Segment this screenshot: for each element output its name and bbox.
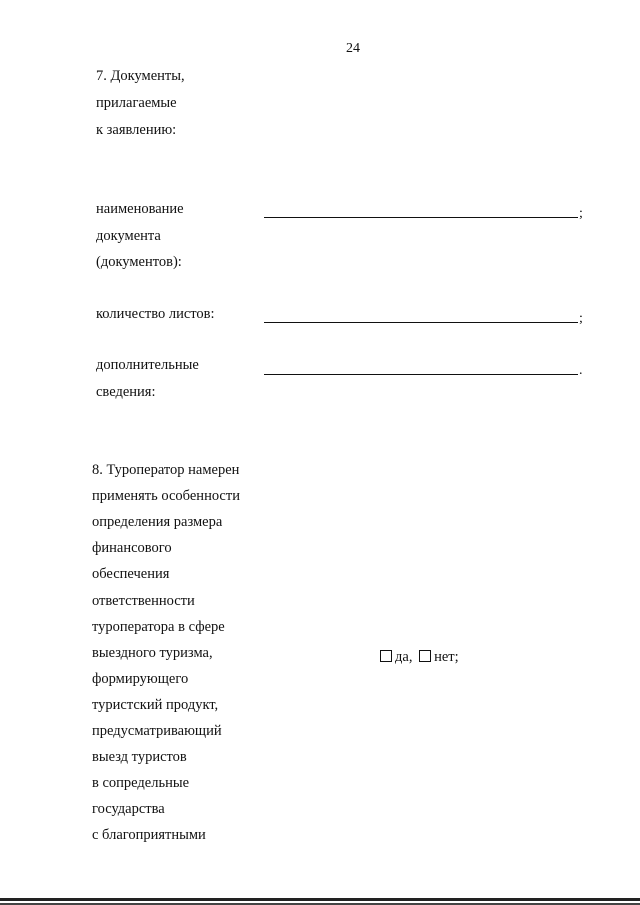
section-7-line: к заявлению: bbox=[96, 122, 177, 138]
sheet-count-end-mark: ; bbox=[579, 311, 583, 326]
section-7-line: 7. Документы, bbox=[96, 68, 185, 84]
field-label-line: дополнительные bbox=[96, 357, 199, 373]
field-label-line: наименование bbox=[96, 201, 184, 217]
section-8-line: государства bbox=[92, 801, 165, 817]
field-label-line: сведения: bbox=[96, 384, 156, 400]
field-label-line: количество листов: bbox=[96, 306, 215, 322]
section-8-line: формирующего bbox=[92, 671, 189, 687]
document-name-fill-line[interactable] bbox=[264, 217, 578, 218]
field-label-line: (документов): bbox=[96, 254, 182, 270]
section-8-line: определения размера bbox=[92, 514, 223, 530]
section-8-line: 8. Туроператор намерен bbox=[92, 462, 240, 478]
section-8-line: туристский продукт, bbox=[92, 697, 219, 713]
section-8-line: выездного туризма, bbox=[92, 645, 213, 661]
section-8-line: применять особенности bbox=[92, 488, 240, 504]
yes-no-choice bbox=[380, 649, 462, 666]
no-checkbox[interactable] bbox=[419, 650, 431, 662]
section-8-line: выезд туристов bbox=[92, 749, 187, 765]
section-8-line: финансового bbox=[92, 540, 172, 556]
yes-label: да, bbox=[395, 649, 413, 665]
document-name-end-mark: ; bbox=[579, 206, 583, 221]
additional-info-end-mark: . bbox=[579, 363, 583, 378]
section-8-line: в сопредельные bbox=[92, 775, 190, 791]
section-8-line: предусматривающий bbox=[92, 723, 222, 739]
additional-info-fill-line[interactable] bbox=[264, 374, 578, 375]
page-number: 24 bbox=[346, 41, 360, 56]
sheet-count-fill-line[interactable] bbox=[264, 322, 578, 323]
field-label-line: документа bbox=[96, 228, 161, 244]
section-8-line: ответственности bbox=[92, 593, 195, 609]
no-label: нет; bbox=[434, 649, 459, 665]
section-8-line: туроператора в сфере bbox=[92, 619, 225, 635]
section-8-line: обеспечения bbox=[92, 566, 170, 582]
section-8-line: с благоприятными bbox=[92, 827, 206, 843]
yes-checkbox[interactable] bbox=[380, 650, 392, 662]
section-7-line: прилагаемые bbox=[96, 95, 177, 111]
scan-bottom-edge bbox=[0, 898, 640, 901]
